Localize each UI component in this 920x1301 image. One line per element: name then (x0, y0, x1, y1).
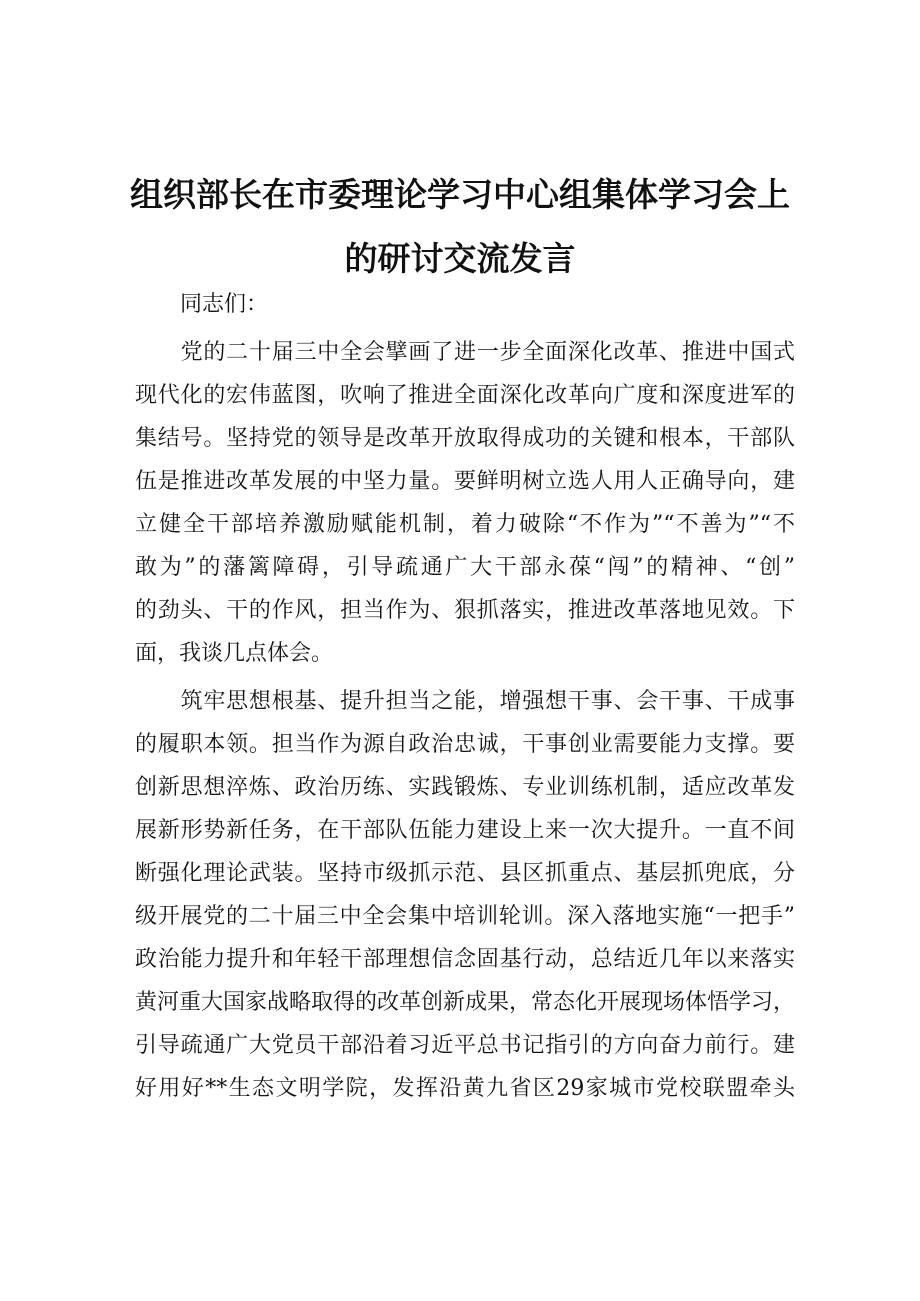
paragraph-1-line: 面，我谈几点体会。 (135, 641, 334, 666)
paragraph-2-line: 级开展党的二十届三中全会集中培训轮训。深入落地实施“一把手” (135, 904, 795, 929)
paragraph-1-line: 党的二十届三中全会擘画了进一步全面深化改革、推进中国式 (135, 340, 795, 365)
paragraph-2-line: 的履职本领。担当作为源自政治忠诚，干事创业需要能力支撑。要 (135, 732, 795, 757)
paragraph-2-line: 创新思想淬炼、政治历练、实践锻炼、专业训练机制，适应改革发 (135, 775, 795, 800)
paragraph-2-line: 政治能力提升和年轻干部理想信念固基行动，总结近几年以来落实 (135, 947, 795, 972)
paragraph-1-line: 立健全干部培养激励赋能机制，着力破除“不作为”“不善为”“不 (135, 512, 795, 537)
paragraph-2-line: 黄河重大国家战略取得的改革创新成果，常态化开展现场体悟学习， (135, 990, 796, 1015)
paragraph-1-line: 集结号。坚持党的领导是改革开放取得成功的关键和根本，干部队 (135, 426, 795, 451)
paragraph-1-line: 敢为”的藩篱障碍，引导疏通广大干部永葆“闯”的精神、“创” (135, 555, 795, 580)
paragraph-2-line: 引导疏通广大党员干部沿着习近平总书记指引的方向奋力前行。建 (135, 1033, 795, 1058)
paragraph-2-line: 好用好**生态文明学院，发挥沿黄九省区29家城市党校联盟牵头 (135, 1076, 795, 1101)
paragraph-2-line: 筑牢思想根基、提升担当之能，增强想干事、会干事、干成事 (135, 689, 795, 714)
paragraph-1-line: 伍是推进改革发展的中坚力量。要鲜明树立选人用人正确导向，建 (135, 469, 795, 494)
paragraph-1-line: 的劲头、干的作风，担当作为、狠抓落实，推进改革落地见效。下 (135, 598, 795, 623)
paragraph-1-line: 现代化的宏伟蓝图，吹响了推进全面深化改革向广度和深度进军的 (135, 383, 795, 408)
document-title-line-1: 组织部长在市委理论学习中心组集体学习会上 (130, 175, 790, 214)
greeting: 同志们： (180, 292, 269, 317)
paragraph-2-line: 展新形势新任务，在干部队伍能力建设上来一次大提升。一直不间 (135, 818, 795, 843)
document-title-line-2: 的研讨交流发言 (344, 239, 576, 278)
paragraph-2-line: 断强化理论武装。坚持市级抓示范、县区抓重点、基层抓兜底，分 (135, 861, 795, 886)
